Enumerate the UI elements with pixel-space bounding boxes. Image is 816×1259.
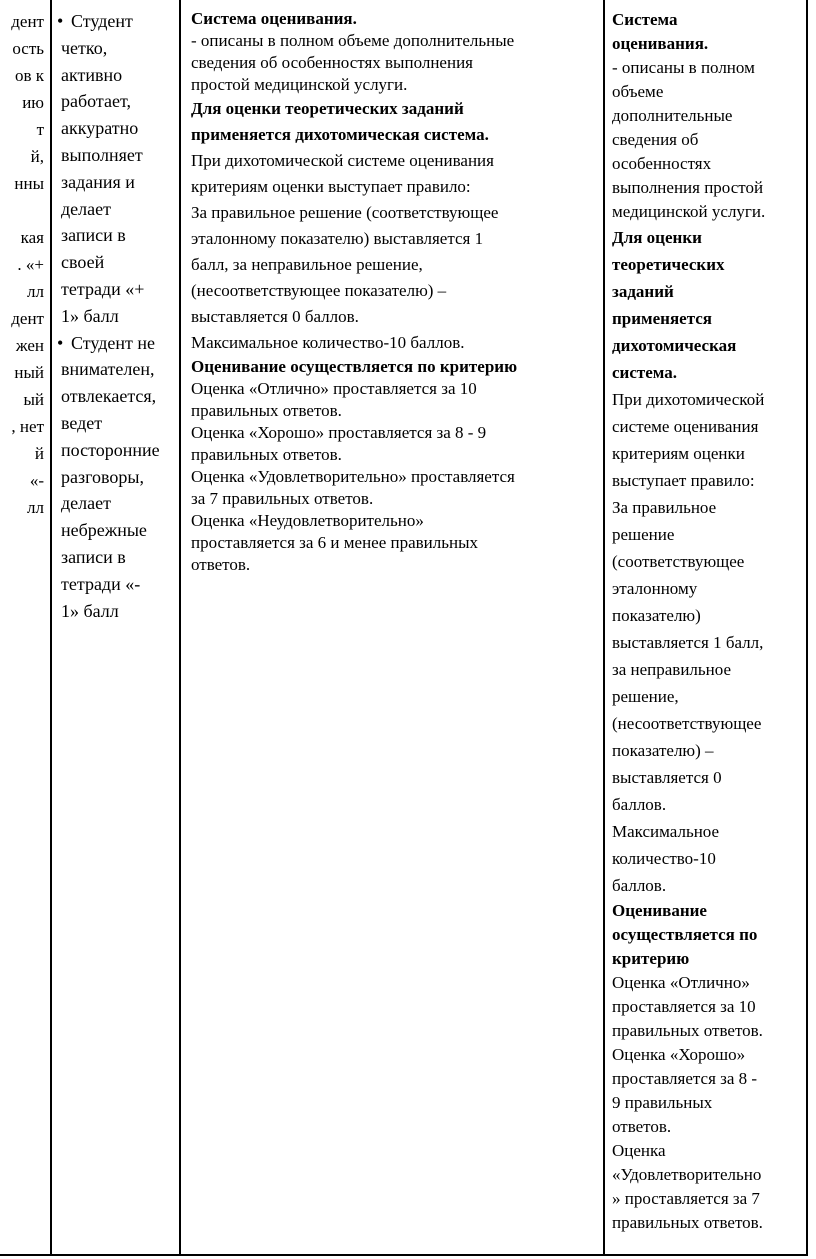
text-line: выставляется 0 (612, 768, 722, 787)
text-line: правильных ответов. (612, 1213, 763, 1232)
text-line: т (36, 120, 44, 139)
text-line: Оценка «Отлично» проставляется за 10 (191, 379, 477, 398)
text-line: выставляется 1 балл, (612, 633, 764, 652)
text-line: записи в (61, 546, 126, 567)
text-line: Для оценки теоретических заданий (191, 99, 464, 118)
text-line: ый (23, 390, 44, 409)
text-line: количество-10 (612, 849, 716, 868)
text-line: «Удовлетворительно (612, 1165, 762, 1184)
text-line: Оценка «Хорошо» проставляется за 8 - 9 (191, 423, 487, 442)
text-line: Оценка «Хорошо» (612, 1045, 746, 1064)
text-line: выставляется 0 баллов. (191, 307, 359, 326)
text-line: 9 правильных (612, 1093, 713, 1112)
text-line: правильных ответов. (191, 445, 342, 464)
behavior-column (57, 8, 179, 624)
text-line: 1» балл (61, 305, 119, 326)
text-line: лл (27, 498, 44, 517)
text-line: сведения об особенностях выполнения (191, 53, 473, 72)
text-line: й (34, 444, 44, 463)
text-line: ов к (14, 66, 44, 85)
text-line: ведет (61, 412, 103, 433)
text-line: (несоответствующее (612, 714, 762, 733)
text-line: Максимальное количество-10 баллов. (191, 333, 465, 352)
text-line: кая (20, 228, 44, 247)
text-line: система. (612, 363, 677, 382)
text-line: ию (22, 93, 44, 112)
text-line: показателю) – (612, 741, 714, 760)
text-line: проставляется за 8 - (612, 1069, 758, 1088)
text-line: тетради «+ (61, 278, 145, 299)
text-line: • Студент (61, 8, 179, 35)
text-line: делает (61, 198, 111, 219)
text-line (0, 197, 44, 224)
text-line: (соответствующее (612, 552, 745, 571)
bullet-icon: • (57, 11, 64, 31)
grade-list (612, 971, 810, 1235)
text-line: Максимальное (612, 822, 720, 841)
text-line: Оценка (612, 1141, 666, 1160)
text-line: особенностях (612, 154, 712, 173)
text-line: дент (11, 309, 44, 328)
text-line: за 7 правильных ответов. (191, 489, 374, 508)
text-line: балл, за неправильное решение, (191, 255, 423, 274)
text-line: При дихотомической (612, 390, 765, 409)
table-border (0, 1254, 808, 1256)
text-line: оценивания. (612, 34, 709, 53)
text-line: работает, (61, 91, 131, 112)
text-line: разговоры, (61, 466, 145, 487)
text-line: критерию (612, 949, 690, 968)
text-line: (несоответствующее показателю) – (191, 281, 447, 300)
text-line: теоретических (612, 255, 725, 274)
text-line: Оценка «Удовлетворительно» проставляется (191, 467, 515, 486)
text-line: эталонному (612, 579, 698, 598)
text-line: Оценка «Неудовлетворительно» (191, 511, 424, 530)
theory-heading (191, 96, 603, 148)
text-line: Для оценки (612, 228, 702, 247)
text-line: За правильное решение (соответствующее (191, 203, 499, 222)
text-line: решение, (612, 687, 679, 706)
text-line: записи в (61, 225, 126, 246)
text-line: - описаны в полном объеме дополнительные (191, 31, 515, 50)
dichotomous-rule (612, 386, 810, 899)
criteria-heading (612, 899, 810, 971)
text-line: - описаны в полном (612, 58, 755, 77)
table-border (50, 0, 52, 1256)
text-line: объеме (612, 82, 664, 101)
text-line: применяется (612, 309, 713, 328)
assessment-title: Система оценивания. (191, 9, 357, 28)
text-line: решение (612, 525, 675, 544)
text-line: проставляется за 10 (612, 997, 756, 1016)
text-line: » проставляется за 7 (612, 1189, 760, 1208)
text-line: выполнения простой (612, 178, 764, 197)
text-line: критериям оценки (612, 444, 745, 463)
text-line: • Студент не (61, 330, 179, 357)
text-line: медицинской услуги. (612, 202, 766, 221)
text-line: отвлекается, (61, 386, 157, 407)
text-line: посторонние (61, 439, 160, 460)
text-line: й, (30, 147, 44, 166)
bullet-icon: • (57, 332, 64, 353)
text-line: внимателен, (61, 359, 155, 380)
text-line: баллов. (612, 876, 667, 895)
assessment-title (612, 8, 810, 56)
text-line: задания и (61, 171, 135, 192)
assessment-column (191, 8, 603, 576)
text-line: дент (11, 12, 44, 31)
text-line: баллов. (612, 795, 667, 814)
text-line: своей (61, 252, 105, 273)
text-line: показателю) (612, 606, 701, 625)
text-line: за неправильное (612, 660, 732, 679)
text-line: При дихотомической системе оценивания (191, 151, 494, 170)
text-line: жен (15, 336, 44, 355)
dichotomous-rule (191, 148, 603, 356)
text-line: эталонному показателю) выставляется 1 (191, 229, 484, 248)
text-line: , нет (11, 417, 44, 436)
text-line: . «+ (17, 255, 44, 274)
text-line: заданий (612, 282, 674, 301)
criteria-column-cut (0, 8, 44, 521)
text-line: выполняет (61, 144, 143, 165)
assessment-column-narrow (612, 8, 810, 1235)
grade-list (191, 378, 603, 576)
text-line: выступает правило: (612, 471, 755, 490)
text-line: делает (61, 493, 111, 514)
text-line: критериям оценки выступает правило: (191, 177, 471, 196)
text-line: проставляется за 6 и менее правильных (191, 533, 479, 552)
text-line: За правильное (612, 498, 717, 517)
text-line: аккуратно (61, 118, 139, 139)
text-line: нны (14, 174, 44, 193)
text-line: осуществляется по (612, 925, 758, 944)
text-line: ответов. (191, 555, 251, 574)
text-line: системе оценивания (612, 417, 759, 436)
text-line: 1» балл (61, 600, 119, 621)
text-line: Оценивание (612, 901, 707, 920)
table-border (603, 0, 605, 1256)
text-line: Система (612, 10, 678, 29)
text-line: ный (14, 363, 44, 382)
criteria-heading: Оценивание осуществляется по критерию (191, 357, 518, 376)
text-line: правильных ответов. (612, 1021, 763, 1040)
theory-heading (612, 224, 810, 386)
text-line: «- (29, 471, 44, 490)
text-line: применяется дихотомическая система. (191, 125, 489, 144)
table-border (179, 0, 181, 1256)
text-line: простой медицинской услуги. (191, 75, 408, 94)
text-line: дихотомическая (612, 336, 737, 355)
text-line: дополнительные (612, 106, 733, 125)
assessment-description (612, 56, 810, 224)
text-line: сведения об (612, 130, 699, 149)
assessment-description (191, 30, 603, 96)
text-line: активно (61, 64, 123, 85)
text-line: ответов. (612, 1117, 672, 1136)
text-line: ость (12, 39, 44, 58)
text-line: небрежные (61, 520, 147, 541)
text-line: четко, (61, 37, 108, 58)
text-line: правильных ответов. (191, 401, 342, 420)
text-line: лл (27, 282, 44, 301)
text-line: тетради «- (61, 573, 141, 594)
text-line: Оценка «Отлично» (612, 973, 750, 992)
